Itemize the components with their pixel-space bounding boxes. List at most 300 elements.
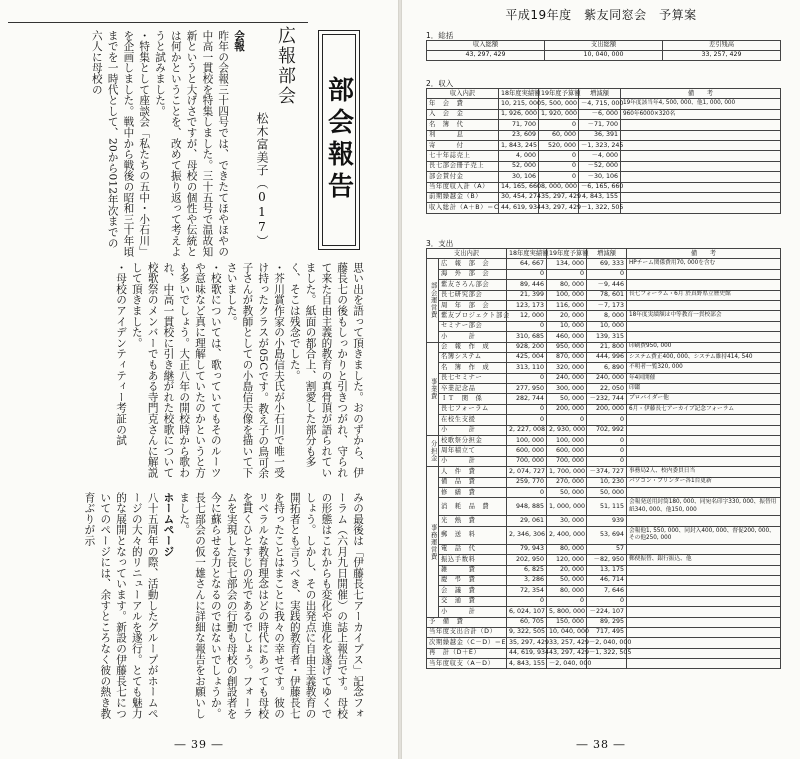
- expense-value: 22, 050: [587, 384, 627, 394]
- expense-value: 100, 000: [547, 290, 587, 300]
- income-value: －1, 323, 245: [579, 140, 621, 150]
- expense-note: [627, 544, 781, 554]
- expense-item: 周 年 部 会: [439, 300, 507, 310]
- expense-value: 0: [507, 415, 547, 425]
- expense-value: 939: [587, 516, 627, 526]
- expense-row: [427, 259, 781, 269]
- income-note: [621, 120, 781, 130]
- expense-row: [427, 384, 781, 394]
- expense-note: [627, 280, 781, 290]
- top-rule: [8, 22, 308, 23]
- expense-value: 51, 115: [587, 498, 627, 516]
- expense-table: [426, 248, 781, 669]
- expense-value: 13, 175: [587, 565, 627, 575]
- expense-total-row: [427, 659, 781, 669]
- income-value: 71, 700: [499, 120, 539, 130]
- income-row: [427, 151, 781, 161]
- expense-value: 2, 346, 306: [507, 526, 547, 544]
- expense-note: 会報他1, 550, 000、同封入400, 000、督促200, 000、その他250, 000: [627, 526, 781, 544]
- expense-item: 修 繕 費: [439, 487, 507, 497]
- expense-note: 会報発送用封筒180, 000、同宛名印字330, 000、振替用紙340, 000、他150, 000: [627, 498, 781, 516]
- income-value: 8, 000, 000: [539, 182, 579, 192]
- income-item: 寄 付: [427, 140, 499, 150]
- income-note: [621, 203, 781, 213]
- expense-value: 425, 004: [507, 352, 547, 362]
- expense-value: 0: [587, 456, 627, 466]
- expense-value: 35, 297, 429: [507, 638, 547, 648]
- income-value: 4, 843, 155: [579, 192, 621, 202]
- income-row: [427, 192, 781, 202]
- expense-total-row: [427, 627, 781, 637]
- income-value: 36, 391: [579, 130, 621, 140]
- expense-value: 0: [507, 321, 547, 331]
- expense-note: 印刷費950, 000: [627, 342, 781, 352]
- expense-note: [627, 516, 781, 526]
- expense-note: [627, 321, 781, 331]
- expense-value: 702, 992: [587, 425, 627, 435]
- expense-value: 0: [587, 415, 627, 425]
- expense-note: 印鑑: [627, 384, 781, 394]
- expense-value: 50, 000: [587, 487, 627, 497]
- expense-total-row: [427, 638, 781, 648]
- expense-value: 7, 646: [587, 586, 627, 596]
- expense-note: [627, 659, 781, 669]
- expense-value: 46, 714: [587, 575, 627, 585]
- section-title: 広報部会: [275, 26, 296, 106]
- expense-value: 64, 667: [507, 259, 547, 269]
- expense-value: 0: [547, 415, 587, 425]
- expense-value: 444, 996: [587, 352, 627, 362]
- expense-value: 79, 943: [507, 544, 547, 554]
- expense-value: 10, 000: [547, 321, 587, 331]
- expense-value: 0: [507, 487, 547, 497]
- expense-row: [427, 342, 781, 352]
- page-number-right: ― 38 ―: [576, 738, 626, 751]
- expense-row: [427, 467, 781, 477]
- expense-row: [427, 425, 781, 435]
- expense-row: [427, 607, 781, 617]
- expense-value: 80, 000: [547, 544, 587, 554]
- summary-value: 43, 297, 429: [427, 51, 545, 61]
- income-value: －4, 000: [579, 151, 621, 161]
- expense-value: 600, 000: [507, 446, 547, 456]
- expense-value: 6, 024, 107: [507, 607, 547, 617]
- expense-value: 2, 074, 727: [507, 467, 547, 477]
- expense-item: 広 報 部 会: [439, 259, 507, 269]
- income-item: 年 会 費: [427, 99, 499, 109]
- expense-note: [627, 607, 781, 617]
- expense-row: [427, 446, 781, 456]
- income-value: 1, 920, 000: [539, 109, 579, 119]
- income-value: 60, 000: [539, 130, 579, 140]
- income-note: [621, 130, 781, 140]
- expense-value: －1, 322, 505: [587, 648, 627, 658]
- expense-value: 200, 000: [547, 404, 587, 414]
- expense-value: 100, 000: [507, 436, 547, 446]
- expense-value: 0: [587, 446, 627, 456]
- income-header: 収入内訳: [427, 89, 499, 99]
- article-paragraph: 思い出を語って頂きました。おのずから、伊藤長七の後もしっかりと引きつがれ、守られて来た自由主義的教育の真骨頂が語られていました。紙面の都合上、割愛した部分も多く、そこは残念でした。: [288, 262, 364, 478]
- expense-value: 1, 000, 000: [547, 498, 587, 516]
- income-item: 当年度収入計（A）: [427, 182, 499, 192]
- article-paragraph: ・母校のアイデンティティー考証の試: [115, 262, 128, 446]
- expense-value: 20, 000: [547, 311, 587, 321]
- expense-value: 57: [587, 544, 627, 554]
- income-value: 35, 297, 429: [539, 192, 579, 202]
- expense-value: 60, 705: [507, 617, 547, 627]
- expense-note: 不明者一覧320, 000: [627, 363, 781, 373]
- expense-row: [427, 477, 781, 487]
- income-value: 5, 500, 000: [539, 99, 579, 109]
- expense-note: [627, 332, 781, 342]
- income-row: [427, 140, 781, 150]
- income-value: －71, 700: [579, 120, 621, 130]
- expense-row: [427, 586, 781, 596]
- expense-header: 備 考: [627, 249, 781, 259]
- expense-value: 4, 843, 155: [507, 659, 547, 669]
- expense-value: 10, 040, 000: [547, 627, 587, 637]
- income-header: 増減額: [579, 89, 621, 99]
- expense-row: [427, 544, 781, 554]
- expense-note: HPチーム関係費用70, 000を含む: [627, 259, 781, 269]
- income-item: 前期繰越金（B）: [427, 192, 499, 202]
- income-table: [426, 88, 781, 214]
- income-value: 0: [539, 120, 579, 130]
- expense-group-label: 事業費: [427, 342, 439, 436]
- expense-row: [427, 321, 781, 331]
- income-row: [427, 203, 781, 213]
- expense-value: 320, 000: [547, 363, 587, 373]
- expense-value: 277, 950: [507, 384, 547, 394]
- expense-note: [627, 586, 781, 596]
- expense-note: [627, 627, 781, 637]
- expense-note: [627, 436, 781, 446]
- article-block-middle: [10, 262, 365, 484]
- expense-note: システム費正400, 000、システム維持414, 540: [627, 352, 781, 362]
- expense-row: [427, 575, 781, 585]
- expense-value: 0: [507, 596, 547, 606]
- expense-item: 小 計: [439, 425, 507, 435]
- summary-header: 差引残高: [663, 41, 781, 51]
- expense-header: 18年度実績額: [507, 249, 547, 259]
- expense-item: 人 件 費: [439, 467, 507, 477]
- summary-header: 支出総額: [545, 41, 663, 51]
- budget-title: 平成19年度 紫友同窓会 予算案: [505, 8, 697, 22]
- expense-value: 282, 744: [507, 394, 547, 404]
- expense-row: [427, 300, 781, 310]
- expense-note: 事務局2人、校内委員日当: [627, 467, 781, 477]
- expense-value: 80, 000: [547, 586, 587, 596]
- expense-value: 950, 000: [547, 342, 587, 352]
- expense-note: [627, 415, 781, 425]
- expense-value: 240, 000: [587, 373, 627, 383]
- article-paragraph: 昨年の会報三十四号では、できたてほやほやの中高一貫校を特集しました。三十五号で温故知新というと大げさですが、母校の個性や伝統とは何かということを、改めて振り返って考えようと試みました。: [154, 30, 230, 257]
- income-note: [621, 151, 781, 161]
- income-value: 43, 297, 429: [539, 203, 579, 213]
- expense-note: [627, 300, 781, 310]
- expense-row: [427, 332, 781, 342]
- expense-row: [427, 516, 781, 526]
- expense-value: 69, 333: [587, 259, 627, 269]
- expense-value: 72, 354: [507, 586, 547, 596]
- income-header-row: [427, 89, 781, 99]
- expense-value: 0: [547, 596, 587, 606]
- expense-value: 53, 694: [587, 526, 627, 544]
- expense-value: －82, 950: [587, 555, 627, 565]
- section-1-label: 1．総括: [426, 31, 454, 40]
- article-block-bottom: [10, 492, 365, 724]
- expense-value: 0: [507, 373, 547, 383]
- summary-value: 10, 040, 000: [545, 51, 663, 61]
- expense-value: －232, 744: [587, 394, 627, 404]
- expense-group-label: 分担金: [427, 436, 439, 467]
- expense-value: 50, 000: [547, 487, 587, 497]
- income-value: －1, 322, 505: [579, 203, 621, 213]
- income-item: 名 簿 代: [427, 120, 499, 130]
- summary-header-row: [427, 41, 781, 51]
- expense-value: 2, 400, 000: [547, 526, 587, 544]
- expense-item: 慶 弔 費: [439, 575, 507, 585]
- article-heading: 会報: [233, 30, 245, 52]
- income-value: 23, 609: [499, 130, 539, 140]
- income-value: 0: [539, 151, 579, 161]
- article-paragraph: ・芥川賞作家の小島信夫氏が小石川で唯一受け持ったクラスが05Cです。教え子の鳥可余子さんが教師としての小島信夫像を描いて下さいました。: [225, 262, 286, 479]
- expense-row: [427, 373, 781, 383]
- expense-note: パソコン・プリンター各1台更新: [627, 477, 781, 487]
- income-item: 収入総計（A＋B）＝C: [427, 203, 499, 213]
- expense-note: [627, 456, 781, 466]
- expense-value: 202, 950: [507, 555, 547, 565]
- expense-value: 20, 000: [547, 565, 587, 575]
- expense-value: 6, 890: [587, 363, 627, 373]
- expense-value: 700, 000: [507, 456, 547, 466]
- expense-total-item: 再 計（D＋E）: [427, 648, 507, 658]
- expense-note: プロバイダー他: [627, 394, 781, 404]
- expense-row: [427, 596, 781, 606]
- left-page: [0, 0, 398, 759]
- expense-value: 2, 930, 000: [547, 425, 587, 435]
- section-banner-inner: [322, 34, 356, 246]
- expense-note: [627, 575, 781, 585]
- expense-value: 116, 000: [547, 300, 587, 310]
- expense-value: 29, 061: [507, 516, 547, 526]
- expense-value: 5, 800, 000: [547, 607, 587, 617]
- expense-value: 460, 000: [547, 332, 587, 342]
- expense-value: 12, 000: [507, 311, 547, 321]
- article-paragraph: 八十五周年の際、活動したグループがホームページの大々的リニューアルを遂行。とても魅力的な展開となっています。新設の伊藤長七についてのページには、余すところなく彼の熱き教育ぶりが示: [83, 492, 159, 719]
- expense-note: [627, 446, 781, 456]
- expense-value: 50, 000: [547, 575, 587, 585]
- expense-item: セミナー部会: [439, 321, 507, 331]
- expense-value: 80, 000: [547, 280, 587, 290]
- income-row: [427, 120, 781, 130]
- expense-note: [627, 487, 781, 497]
- expense-value: 21, 399: [507, 290, 547, 300]
- expense-note: [627, 565, 781, 575]
- income-row: [427, 99, 781, 109]
- income-value: 10, 215, 000: [499, 99, 539, 109]
- expense-group-label: 事務運営費: [427, 467, 439, 617]
- section-3-label: 3．支出: [426, 239, 454, 248]
- expense-value: －374, 727: [587, 467, 627, 477]
- expense-row: [427, 394, 781, 404]
- expense-item: 紫友さろん部会: [439, 280, 507, 290]
- expense-header: 増減額: [587, 249, 627, 259]
- expense-value: 43, 297, 429: [547, 648, 587, 658]
- income-note: [621, 192, 781, 202]
- expense-row: [427, 565, 781, 575]
- expense-row: [427, 404, 781, 414]
- expense-value: 89, 446: [507, 280, 547, 290]
- expense-value: 123, 173: [507, 300, 547, 310]
- expense-total-row: [427, 648, 781, 658]
- expense-item: 雑 費: [439, 565, 507, 575]
- expense-value: 0: [507, 404, 547, 414]
- income-value: 0: [539, 172, 579, 182]
- expense-value: 870, 000: [547, 352, 587, 362]
- expense-item: 振込手数料: [439, 555, 507, 565]
- income-row: [427, 161, 781, 171]
- expense-value: 10, 000: [587, 321, 627, 331]
- expense-note: [627, 596, 781, 606]
- expense-group-label: 部会運営費: [427, 259, 439, 342]
- expense-value: [587, 659, 627, 669]
- expense-item: 電 話 代: [439, 544, 507, 554]
- expense-value: 313, 110: [507, 363, 547, 373]
- author-name: 松木富美子（017）: [255, 112, 269, 248]
- expense-value: 0: [507, 269, 547, 279]
- expense-value: 200, 000: [587, 404, 627, 414]
- income-row: [427, 172, 781, 182]
- expense-row: [427, 352, 781, 362]
- income-header: 19年度予算額: [539, 89, 579, 99]
- income-value: 30, 106: [499, 172, 539, 182]
- expense-item: 周年積立て: [439, 446, 507, 456]
- income-value: 44, 619, 934: [499, 203, 539, 213]
- expense-item: 郵 送 料: [439, 526, 507, 544]
- expense-note: 郵便振替、銀行振込、他: [627, 555, 781, 565]
- income-value: －6, 000: [579, 109, 621, 119]
- right-page: [402, 0, 800, 759]
- income-row: [427, 182, 781, 192]
- expense-value: 150, 000: [547, 617, 587, 627]
- expense-total-item: 予 備 費: [427, 617, 507, 627]
- expense-value: 948, 885: [507, 498, 547, 516]
- summary-header: 収入総額: [427, 41, 545, 51]
- income-note: 960年6000×320名: [621, 109, 781, 119]
- income-item: 部会賛付金: [427, 172, 499, 182]
- expense-row: [427, 280, 781, 290]
- income-item: 入 会 金: [427, 109, 499, 119]
- income-row: [427, 130, 781, 140]
- expense-value: 0: [587, 269, 627, 279]
- expense-item: 小 計: [439, 607, 507, 617]
- expense-item: 交 通 費: [439, 596, 507, 606]
- expense-item: 小 計: [439, 456, 507, 466]
- expense-item: 長七研究部会: [439, 290, 507, 300]
- income-item: 長七部会冊子売上: [427, 161, 499, 171]
- income-item: 七十年誌売上: [427, 151, 499, 161]
- expense-row: [427, 415, 781, 425]
- expense-value: 50, 000: [547, 394, 587, 404]
- expense-row: [427, 487, 781, 497]
- expense-value: 33, 257, 429: [547, 638, 587, 648]
- expense-value: 3, 286: [507, 575, 547, 585]
- expense-value: 44, 619, 934: [507, 648, 547, 658]
- expense-value: －224, 107: [587, 607, 627, 617]
- expense-value: 270, 000: [547, 477, 587, 487]
- expense-value: 30, 000: [547, 516, 587, 526]
- income-note: [621, 172, 781, 182]
- expense-value: 89, 295: [587, 617, 627, 627]
- expense-value: 0: [587, 596, 627, 606]
- section-banner: [318, 30, 360, 250]
- expense-value: 700, 000: [547, 456, 587, 466]
- expense-item: 会 議 費: [439, 586, 507, 596]
- expense-note: 18年度実績額は中等教育一貫校部会: [627, 311, 781, 321]
- expense-value: 300, 000: [547, 384, 587, 394]
- article-block-top-right: [8, 30, 246, 258]
- expense-row: [427, 555, 781, 565]
- expense-value: 259, 770: [507, 477, 547, 487]
- section-2-label: 2．収入: [426, 79, 454, 88]
- expense-item: 光 熱 費: [439, 516, 507, 526]
- expense-row: [427, 498, 781, 516]
- income-note: [621, 182, 781, 192]
- summary-value-row: [427, 51, 781, 61]
- income-value: －52, 000: [579, 161, 621, 171]
- expense-value: 134, 000: [547, 259, 587, 269]
- income-value: 4, 000: [499, 151, 539, 161]
- expense-value: 8, 000: [587, 311, 627, 321]
- expense-value: －2, 040, 000: [587, 638, 627, 648]
- expense-value: －2, 040, 000: [547, 659, 587, 669]
- expense-item: 小 計: [439, 332, 507, 342]
- expense-row: [427, 363, 781, 373]
- expense-value: 6, 825: [507, 565, 547, 575]
- summary-value: 33, 257, 429: [663, 51, 781, 61]
- expense-row: [427, 526, 781, 544]
- expense-value: －9, 446: [587, 280, 627, 290]
- income-value: －30, 106: [579, 172, 621, 182]
- expense-total-item: 次期繰越金（C－D）＝E: [427, 638, 507, 648]
- income-value: 1, 926, 000: [499, 109, 539, 119]
- income-note: [621, 140, 781, 150]
- expense-row: [427, 290, 781, 300]
- expense-value: 1, 700, 000: [547, 467, 587, 477]
- expense-value: 928, 200: [507, 342, 547, 352]
- expense-value: 9, 322, 505: [507, 627, 547, 637]
- expense-value: 310, 685: [507, 332, 547, 342]
- expense-value: 100, 000: [547, 436, 587, 446]
- expense-header: 支出内訳: [427, 249, 507, 259]
- income-value: 30, 454, 274: [499, 192, 539, 202]
- expense-item: 備 品 費: [439, 477, 507, 487]
- expense-value: 717, 495: [587, 627, 627, 637]
- expense-item: 長七フォーラム: [439, 404, 507, 414]
- expense-row: [427, 456, 781, 466]
- income-value: －6, 165, 660: [579, 182, 621, 192]
- income-header: 備 考: [621, 89, 781, 99]
- expense-value: 2, 227, 008: [507, 425, 547, 435]
- expense-note: [627, 648, 781, 658]
- expense-header: 19年度予算額: [547, 249, 587, 259]
- income-value: 1, 843, 245: [499, 140, 539, 150]
- expense-note: 6月・伊藤長七アーカイブ記念フォーラム: [627, 404, 781, 414]
- expense-total-row: [427, 617, 781, 627]
- expense-value: 0: [587, 436, 627, 446]
- expense-row: [427, 436, 781, 446]
